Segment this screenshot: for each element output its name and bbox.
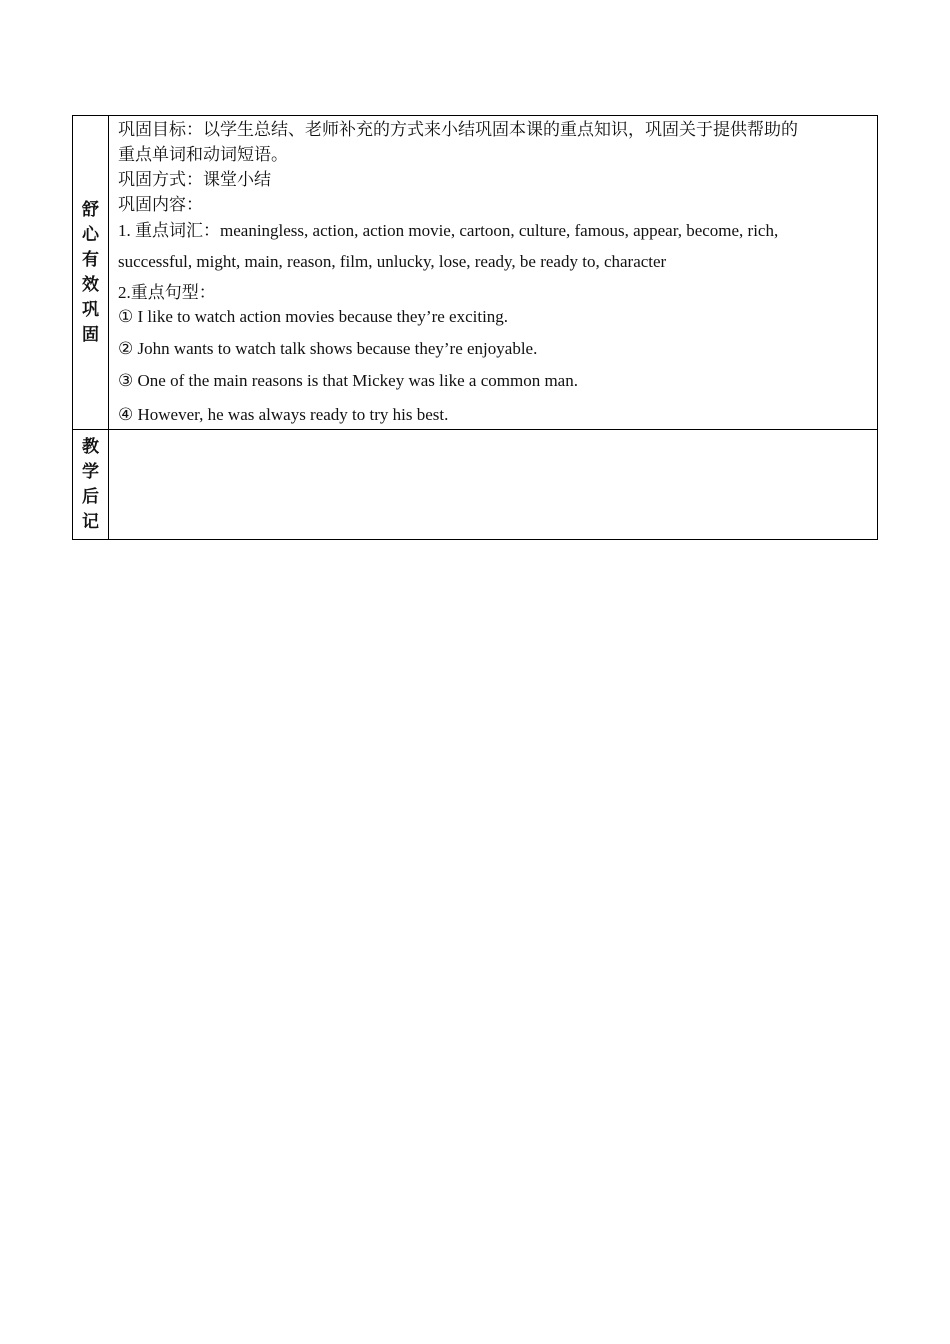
vocabulary-line-2: successful, might, main, reason, film, unlucky, lose, ready, be ready to, character xyxy=(118,252,667,271)
label-char: 巩 xyxy=(82,299,99,320)
teaching-notes-label-cell xyxy=(73,430,109,540)
label-char: 后 xyxy=(82,486,99,507)
label-char: 记 xyxy=(82,511,99,532)
sentence-pattern-item: ① I like to watch action movies because they’re exciting. xyxy=(118,307,509,326)
sentence-pattern-item: ③ One of the main reasons is that Mickey was like a common man. xyxy=(118,371,578,390)
label-char: 有 xyxy=(82,249,99,270)
label-char: 心 xyxy=(82,224,99,245)
consolidation-label-cell xyxy=(73,116,109,430)
lesson-plan-table xyxy=(72,115,878,540)
method-text: 巩固方式：课堂小结 xyxy=(118,170,271,189)
consolidation-label xyxy=(73,198,108,348)
vocabulary-line-1: 1. 重点词汇：meaningless, action, action movie, cartoon, culture, famous, appear, become, rich, xyxy=(118,221,779,240)
teaching-notes-label xyxy=(73,435,108,535)
label-char: 教 xyxy=(82,436,99,457)
sentence-pattern-item: ④ However, he was always ready to try his best. xyxy=(118,405,449,424)
label-char: 效 xyxy=(82,274,99,295)
content-heading: 巩固内容： xyxy=(118,195,203,214)
sentence-pattern-item: ② John wants to watch talk shows because they’re enjoyable. xyxy=(118,339,538,358)
sentence-patterns-heading: 2.重点句型： xyxy=(118,283,216,302)
teaching-notes-content xyxy=(109,430,878,540)
goal-text-line-2: 重点单词和动词短语。 xyxy=(118,145,288,164)
label-char: 舒 xyxy=(82,199,99,220)
goal-text-line-1: 巩固目标：以学生总结、老师补充的方式来小结巩固本课的重点知识，巩固关于提供帮助的 xyxy=(118,120,798,139)
consolidation-content xyxy=(109,116,878,430)
label-char: 学 xyxy=(82,461,99,482)
consolidation-row xyxy=(73,116,878,430)
label-char: 固 xyxy=(82,324,99,345)
teaching-notes-row xyxy=(73,430,878,540)
